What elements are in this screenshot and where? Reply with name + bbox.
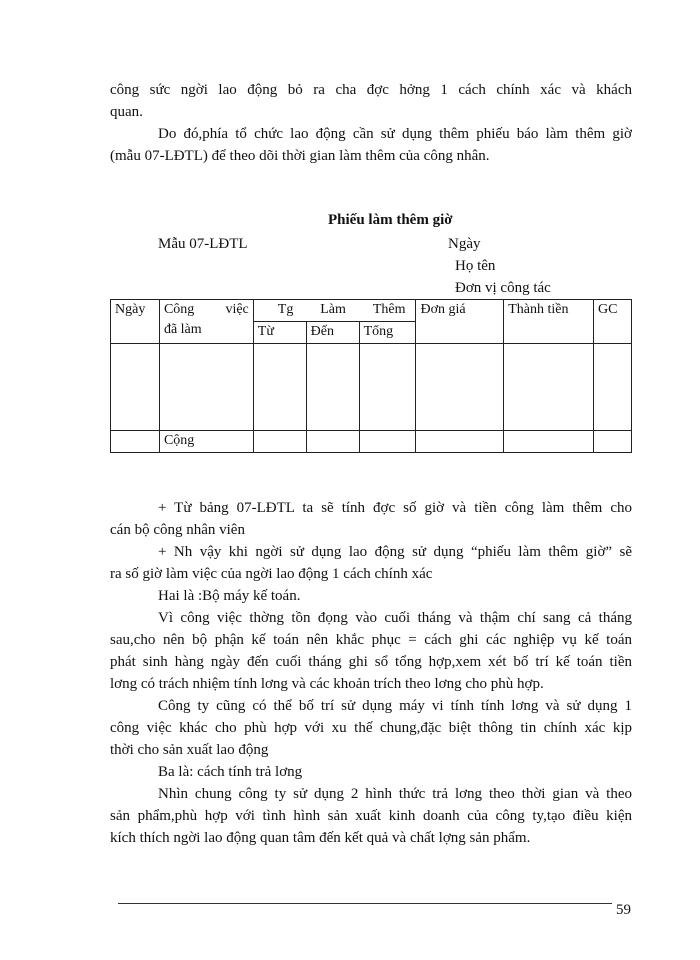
header-cong-viec-a: Công bbox=[163, 302, 195, 317]
header-thanh-tien: Thành tiền bbox=[504, 300, 594, 344]
form-code: Mẫu 07-LĐTL bbox=[158, 236, 248, 252]
form-title: Phiếu làm thêm giờ bbox=[328, 212, 453, 228]
header-them: Thêm bbox=[372, 302, 406, 317]
form-unit-label: Đơn vị công tác bbox=[455, 280, 551, 296]
body-b2-line-1: + Nh vậy khi ngời sử dụng lao động sử dụng “phiếu làm thêm giờ” sẽ bbox=[158, 544, 632, 560]
header-lam: Làm bbox=[320, 302, 346, 317]
para-1-line-1: công sức ngời lao động bỏ ra cha đợc hởng 1 cách chính xác và khách bbox=[110, 82, 632, 98]
body-b4-line-4: lơng có trách nhiệm tính lơng và các khoản trích theo lơng cho phù hợp. bbox=[110, 676, 544, 692]
para-1-line-2: quan. bbox=[110, 104, 143, 120]
body-b1-line-1: + Từ bảng 07-LĐTL ta sẽ tính đợc số giờ và tiền công làm thêm cho bbox=[158, 500, 632, 516]
header-den: Đến bbox=[306, 322, 359, 344]
header-cong-viec bbox=[159, 300, 253, 344]
page-number: 59 bbox=[616, 902, 631, 918]
form-date-label: Ngày bbox=[448, 236, 481, 252]
body-b6-heading: Ba là: cách tính trả lơng bbox=[158, 764, 303, 780]
total-label: Cộng bbox=[159, 431, 253, 453]
body-b7-line-2: sản phẩm,phù hợp với tình hình sản xuất kinh doanh của công ty,tạo điều kiện bbox=[110, 808, 632, 824]
body-b5-line-2: công việc khác cho phù hợp với xu thế chung,đặc biệt thông tin chính xác kịp bbox=[110, 720, 632, 736]
body-b4-line-2: sau,cho nên bộ phận kế toán nên khắc phục = cách ghi các nghiệp vụ kế toán bbox=[110, 632, 632, 648]
overtime-form-table bbox=[110, 299, 632, 453]
body-b1-line-2: cán bộ công nhân viên bbox=[110, 522, 245, 538]
footer-rule bbox=[118, 903, 612, 904]
body-b4-line-1: Vì công việc thờng tồn đọng vào cuối tháng và thậm chí sang cả tháng bbox=[158, 610, 632, 626]
header-tu: Từ bbox=[253, 322, 306, 344]
body-b2-line-2: ra số giờ làm việc của ngời lao động 1 cách chính xác bbox=[110, 566, 433, 582]
header-cong-viec-b: việc bbox=[225, 302, 249, 317]
body-b4-line-3: phát sinh hàng ngày đến cuối tháng ghi sổ tổng hợp,xem xét bố trí kế toán tiền bbox=[110, 654, 632, 670]
body-b7-line-1: Nhìn chung công ty sử dụng 2 hình thức trả lơng theo thời gian và theo bbox=[158, 786, 632, 802]
header-gc: GC bbox=[593, 300, 631, 344]
header-tg-lam-them bbox=[253, 300, 416, 322]
header-ngay: Ngày bbox=[111, 300, 160, 344]
para-2-line-1: Do đó,phía tổ chức lao động cần sử dụng thêm phiếu báo làm thêm giờ bbox=[158, 126, 632, 142]
form-name-label: Họ tên bbox=[455, 258, 496, 274]
body-b5-line-3: thời cho sản xuất lao động bbox=[110, 742, 269, 758]
table-header-row-1 bbox=[111, 300, 632, 322]
body-b3-heading: Hai là :Bộ máy kế toán. bbox=[158, 588, 301, 604]
body-b7-line-3: kích thích ngời lao động quan tâm đến kết quả và chất lợng sản phẩm. bbox=[110, 830, 531, 846]
table-body-row bbox=[111, 344, 632, 431]
header-cong-viec-c: đã làm bbox=[163, 322, 202, 337]
table-total-row bbox=[111, 431, 632, 453]
para-2-line-2: (mẫu 07-LĐTL) để theo dõi thời gian làm thêm của công nhân. bbox=[110, 148, 490, 164]
body-b5-line-1: Công ty cũng có thể bố trí sử dụng máy vi tính tính lơng và sử dụng 1 bbox=[158, 698, 632, 714]
header-tg: Tg bbox=[277, 302, 294, 317]
header-tong: Tổng bbox=[359, 322, 416, 344]
header-don-gia: Đơn giá bbox=[416, 300, 504, 344]
